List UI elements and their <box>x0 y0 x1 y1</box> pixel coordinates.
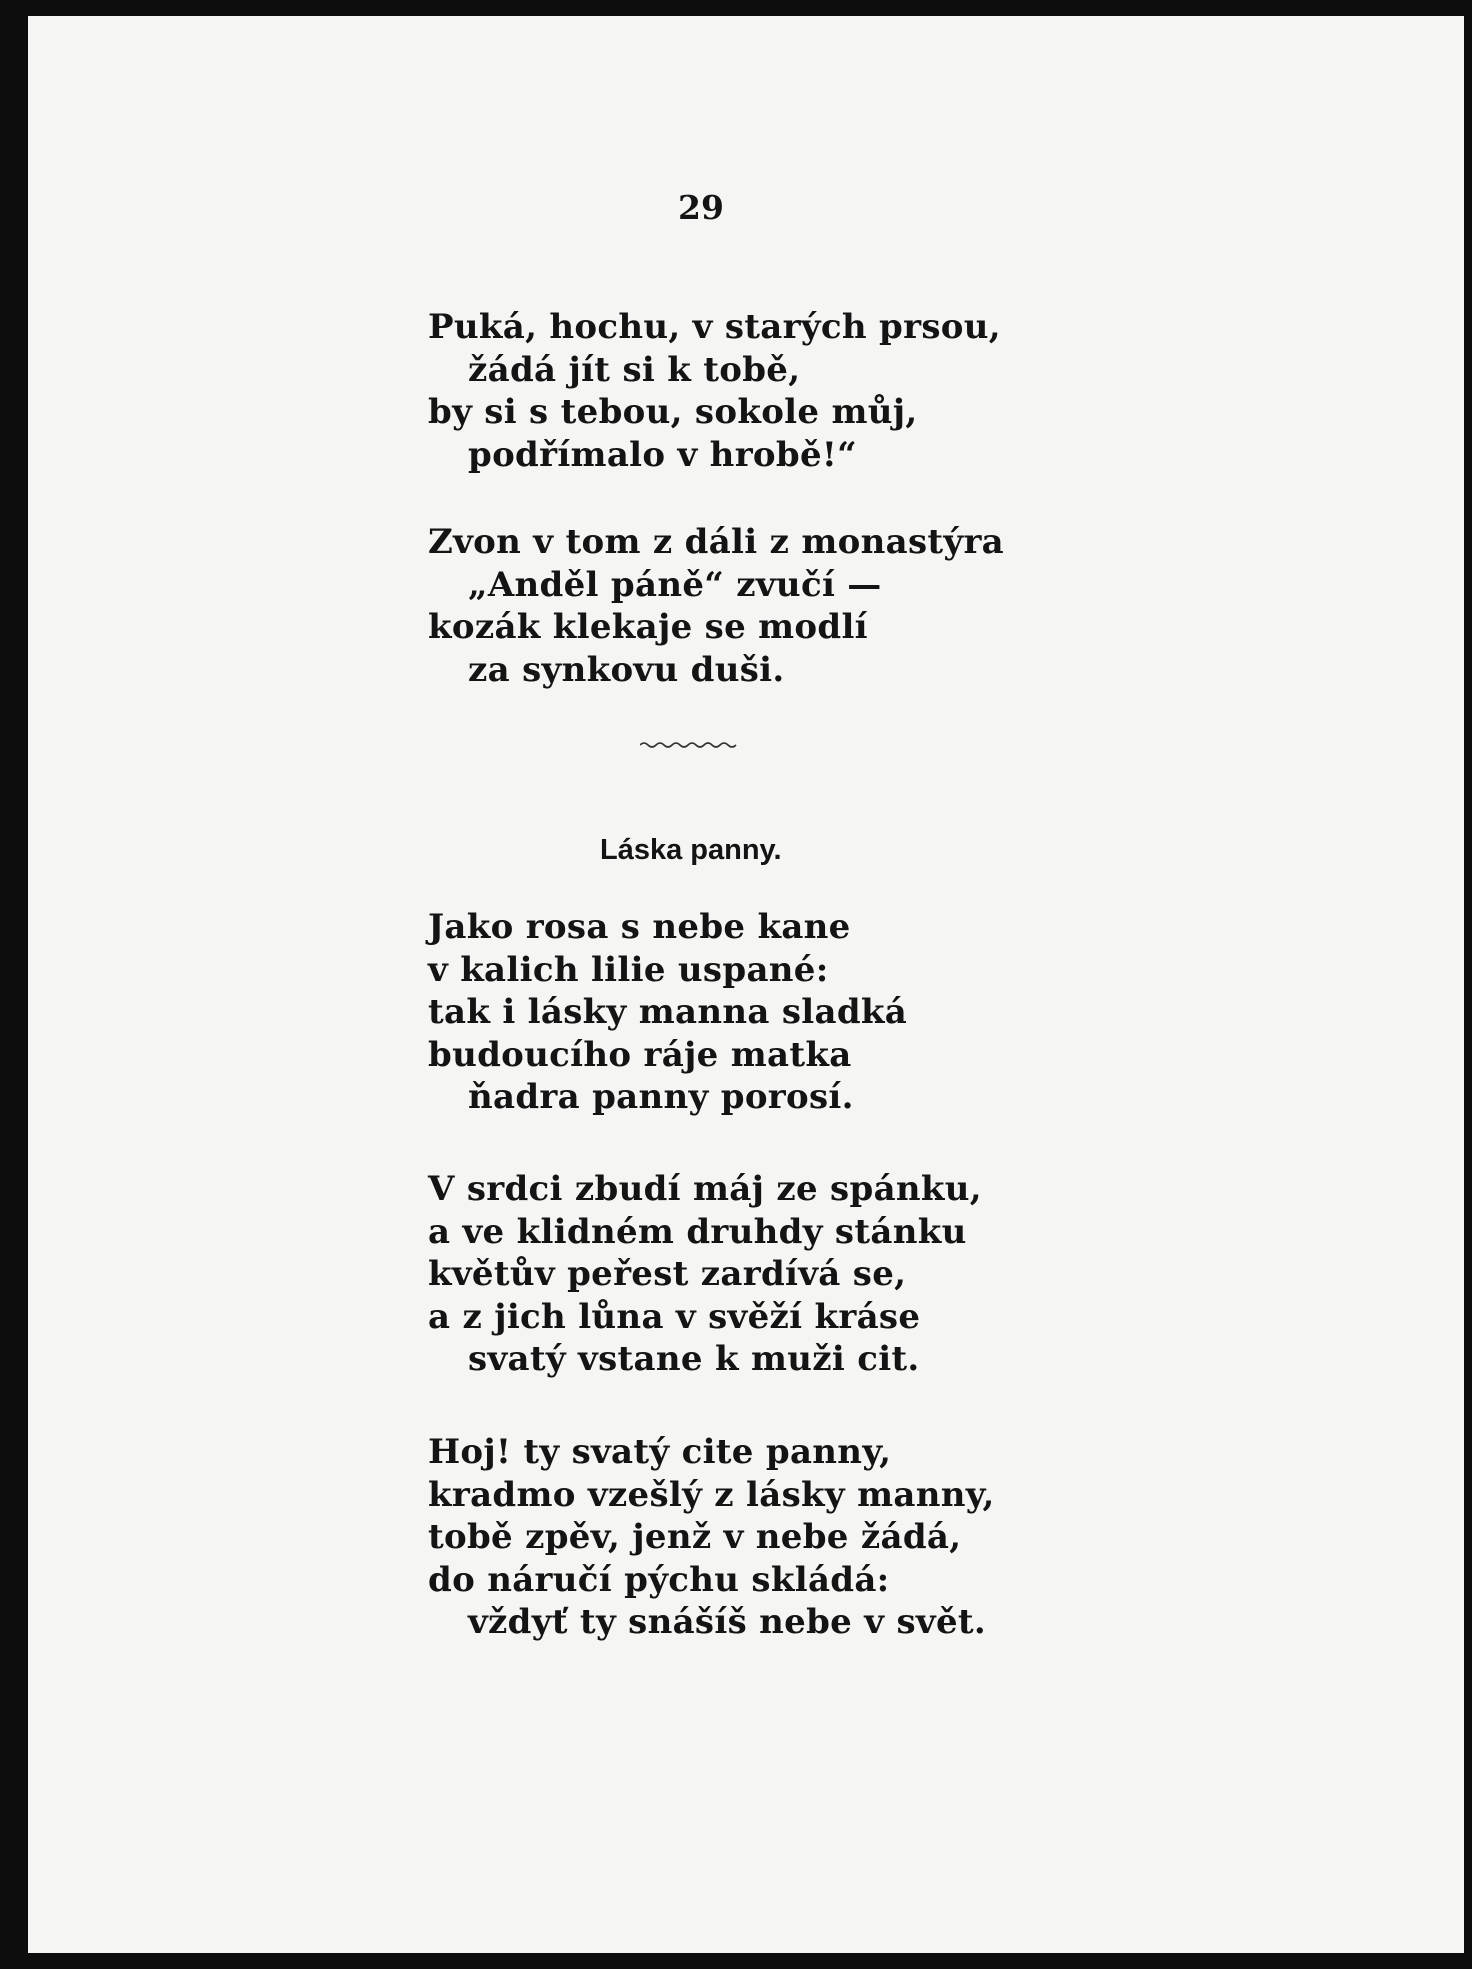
stanza-2-line-1: Zvon v tom z dáli z monastýra <box>428 522 1005 562</box>
page-number: 29 <box>678 188 724 227</box>
stanza-1 <box>428 306 1001 476</box>
stanza-4-line-2: a ve klidném druhdy stánku <box>428 1211 967 1252</box>
stanza-4-line-5: svatý vstane k muži cit. <box>468 1339 920 1379</box>
stanza-3-line-5: ňadra panny porosí. <box>468 1077 854 1117</box>
stanza-3-line-2: v kalich lilie uspané: <box>428 949 829 990</box>
stanza-1-line-1: Puká, hochu, v starých prsou, <box>428 307 1001 347</box>
stanza-3-line-1: Jako rosa s nebe kane <box>428 907 851 947</box>
poem-title: Láska panny. <box>600 834 782 866</box>
stanza-5-line-1: Hoj! ty svatý cite panny, <box>428 1432 892 1472</box>
stanza-4-line-4: a z jich lůna v svěží kráse <box>428 1296 921 1337</box>
stanza-2 <box>428 521 1004 691</box>
stanza-2-line-4: za synkovu duši. <box>468 649 785 690</box>
stanza-5-line-2: kradmo vzešlý z lásky manny, <box>428 1474 995 1515</box>
stanza-4-line-3: květův peřest zardívá se, <box>428 1254 907 1294</box>
stanza-4-line-1: V srdci zbudí máj ze spánku, <box>428 1169 982 1209</box>
stanza-3-line-3: tak i lásky manna sladká <box>428 992 908 1032</box>
stanza-5-line-5: vždyť ty snášíš nebe v svět. <box>468 1602 987 1642</box>
stanza-5-line-3: tobě zpěv, jenž v nebe žádá, <box>428 1517 962 1557</box>
stanza-2-line-2: „Anděl páně“ zvučí — <box>468 564 882 605</box>
section-divider-ornament <box>640 740 738 750</box>
stanza-4 <box>428 1168 982 1381</box>
stanza-5-line-4: do náručí pýchu skládá: <box>428 1559 890 1600</box>
stanza-3 <box>428 906 907 1119</box>
stanza-1-line-3: by si s tebou, sokole můj, <box>428 392 918 432</box>
stanza-2-line-3: kozák klekaje se modlí <box>428 607 868 647</box>
stanza-5 <box>428 1431 995 1644</box>
stanza-3-line-4: budoucího ráje matka <box>428 1034 852 1075</box>
stanza-1-line-2: žádá jít si k tobě, <box>468 349 801 390</box>
stanza-1-line-4: podřímalo v hrobě!“ <box>468 434 857 475</box>
book-page <box>28 16 1464 1953</box>
